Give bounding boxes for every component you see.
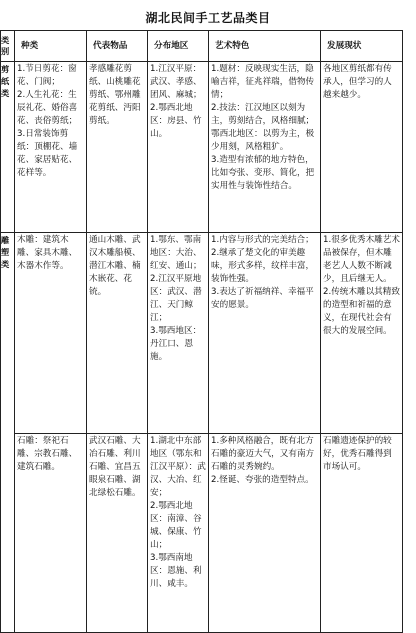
table-row xyxy=(1,62,403,233)
row-regions-line: 2.江汉平原地区：武汉、潜江、天门鲸江； xyxy=(150,274,202,323)
row-features-line: 2.技法：江汉地区以刻为主，剪刻结合，风格细腻；鄂西北地区：以剪为主，极少用刻，风格粗犷。 xyxy=(211,103,315,152)
row-items-line: 武汉石雕、大冶石雕、利川石雕、宜昌五眼泉石雕、湖北绿松石雕。 xyxy=(89,436,141,498)
row-status-line: 1.很多优秀木雕艺术品被保存，但木雕老艺人人数不断减少，且后继无人。 xyxy=(323,235,400,284)
row-regions-line: 2.鄂西北地区：南漳、谷城、保康、竹山； xyxy=(150,501,202,550)
row-features-line: 3.造型有浓郁的地方特色，比如夸张、变形、简化，把实用性与装饰性结合。 xyxy=(211,155,315,191)
row-status xyxy=(321,233,403,434)
row-category: 雕塑类 xyxy=(1,233,15,633)
row-regions-line: 3.鄂西地区：丹江口、恩施。 xyxy=(150,326,202,362)
header-types: 种类 xyxy=(15,31,87,62)
row-features-line: 2.继承了楚文化的审美趣味，形式多样，纹样丰富，装饰性强。 xyxy=(211,248,315,284)
header-status: 发展现状 xyxy=(321,31,403,62)
row-regions xyxy=(148,233,209,434)
row-status-line: 石雕遗迹保护的较好，优秀石雕得到市场认可。 xyxy=(323,436,392,472)
header-items: 代表物品 xyxy=(87,31,148,62)
row-category: 剪纸类 xyxy=(1,62,15,233)
table-row xyxy=(1,434,403,633)
table-header-row xyxy=(1,31,403,62)
row-types xyxy=(15,434,87,633)
row-regions-line: 3.鄂西南地区：恩施、利川、咸丰。 xyxy=(150,553,202,589)
header-regions: 分布地区 xyxy=(148,31,209,62)
row-status xyxy=(321,62,403,233)
row-items-line: 孝感雕花剪纸、山桃雕花剪纸、鄂州雕花剪纸、沔阳剪纸。 xyxy=(89,64,141,126)
row-status xyxy=(321,434,403,633)
row-regions-line: 1.湖北中东部地区（鄂东和江汉平原）：武汉、大冶、红安； xyxy=(150,436,206,498)
header-category: 类别 xyxy=(1,31,15,62)
row-types-line: 木雕：建筑木雕、家具木雕、木器木作等。 xyxy=(17,235,78,271)
row-types-line: 2.人生礼花：生辰礼花、婚俗喜花、丧俗剪纸； xyxy=(17,90,78,126)
row-status-line: 2.传统木雕以其精致的造型和祈福的意义，在现代社会有很大的发展空间。 xyxy=(323,287,400,336)
row-types-line: 3.日常装饰剪纸：顶棚花、墙花、家居贴花、花样等。 xyxy=(17,129,78,178)
row-features-line: 1.内容与形式的完美结合； xyxy=(211,235,314,245)
row-items-line: 通山木雕、武汉木雕船模、潜江木雕、楠木嵌花、花铳。 xyxy=(89,235,141,297)
row-types xyxy=(15,233,87,434)
row-regions-line: 2.鄂西北地区：房县、竹山。 xyxy=(150,103,202,139)
row-features xyxy=(209,62,321,233)
row-regions xyxy=(148,62,209,233)
header-features: 艺术特色 xyxy=(209,31,321,62)
row-regions-line: 1.江汉平原：武汉、孝感、团风、麻城； xyxy=(150,64,202,100)
row-features xyxy=(209,233,321,434)
row-items xyxy=(87,434,148,633)
row-features-line: 1.题材：反映现实生活，隐喻吉祥，征兆祥瑞，借物传情； xyxy=(211,64,315,100)
row-types-line: 1.节日剪花：窗花、门阀； xyxy=(17,64,77,87)
row-types xyxy=(15,62,87,233)
crafts-table xyxy=(0,30,403,633)
row-features-line: 3.表达了祈福纳祥、幸福平安的愿景。 xyxy=(211,287,314,310)
row-features xyxy=(209,434,321,633)
row-features-line: 1.多种风格融合，既有北方石雕的豪迈大气，又有南方石雕的灵秀婉约。 xyxy=(211,436,315,472)
row-items xyxy=(87,233,148,434)
row-status-line: 各地区剪纸都有传承人，但学习的人越来越少。 xyxy=(323,64,392,100)
table-row xyxy=(1,233,403,434)
row-types-line: 石雕：祭祀石雕、宗教石雕、建筑石雕。 xyxy=(17,436,78,472)
row-items xyxy=(87,62,148,233)
row-features-line: 2.怪诞、夸张的造型特点。 xyxy=(211,475,314,485)
row-regions xyxy=(148,434,209,633)
row-regions-line: 1.鄂东、鄂南地区：大治、红安、通山； xyxy=(150,235,202,271)
page-title: 湖北民间手工艺品类目 xyxy=(145,11,271,25)
